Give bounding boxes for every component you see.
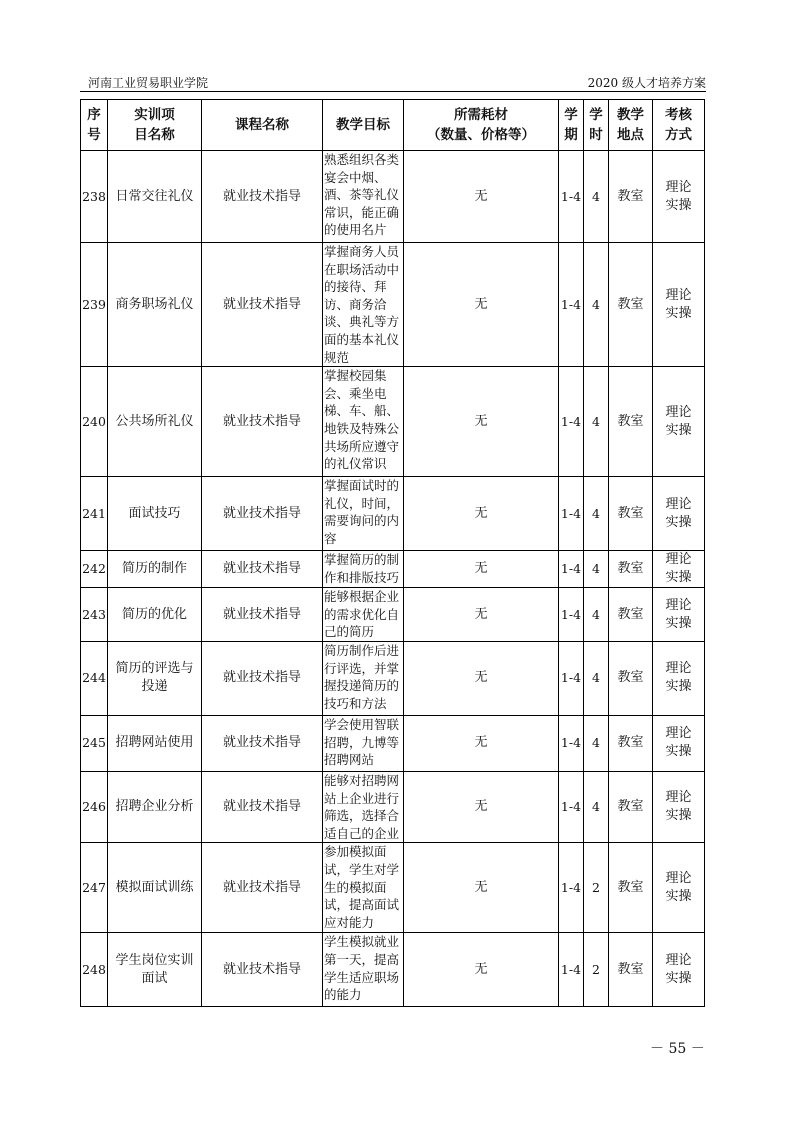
- location-cell: 教室: [609, 367, 653, 477]
- term-cell: 1-4: [559, 151, 584, 243]
- course-name-cell: 就业技术指导: [202, 243, 323, 367]
- table-header-row: [81, 100, 705, 151]
- teaching-goal-cell: 学会使用智联招聘，九博等招聘网站: [323, 715, 404, 771]
- table-body: [81, 151, 705, 1007]
- location-cell: 教室: [609, 933, 653, 1007]
- project-name-cell: 模拟面试训练: [108, 843, 202, 933]
- hours-cell: 4: [584, 151, 609, 243]
- header-rule: [80, 91, 706, 92]
- header-text: 序: [87, 107, 101, 123]
- teaching-goal-cell: 学生模拟就业第一天，提高学生适应职场的能力: [323, 933, 404, 1007]
- course-name-cell: 就业技术指导: [202, 933, 323, 1007]
- location-cell: 教室: [609, 715, 653, 771]
- hours-cell: 4: [584, 551, 609, 588]
- document-title: 2020 级人才培养方案: [587, 76, 706, 90]
- header-text: 学: [564, 107, 578, 123]
- assessment-text: 理论: [665, 496, 692, 512]
- assessment-text: 实操: [665, 570, 692, 586]
- term-cell: 1-4: [559, 933, 584, 1007]
- materials-cell: 无: [404, 477, 559, 551]
- assessment-cell: [653, 588, 705, 642]
- training-table: [80, 99, 705, 1007]
- assessment-text: 理论: [665, 597, 692, 613]
- assessment-text: 理论: [665, 870, 692, 886]
- table-row: [81, 151, 705, 243]
- hours-cell: 4: [584, 771, 609, 842]
- term-cell: 1-4: [559, 588, 584, 642]
- assessment-text: 理论: [665, 287, 692, 303]
- table-row: [81, 477, 705, 551]
- hours-cell: 4: [584, 641, 609, 715]
- project-name-cell: 面试技巧: [108, 477, 202, 551]
- assessment-text: 实操: [665, 422, 692, 438]
- row-number-cell: 246: [81, 771, 108, 842]
- teaching-goal-cell: 参加模拟面试，学生对学生的模拟面试，提高面试应对能力: [323, 843, 404, 933]
- col-no-header: [81, 100, 108, 151]
- col-hours-header: [584, 100, 609, 151]
- term-cell: 1-4: [559, 843, 584, 933]
- materials-cell: 无: [404, 641, 559, 715]
- course-name-cell: 就业技术指导: [202, 551, 323, 588]
- header-text: 所需耗材: [454, 107, 508, 123]
- teaching-goal-cell: 掌握面试时的礼仪，时间，需要询问的内容: [323, 477, 404, 551]
- materials-cell: 无: [404, 367, 559, 477]
- materials-cell: 无: [404, 151, 559, 243]
- course-name-cell: 就业技术指导: [202, 151, 323, 243]
- assessment-cell: [653, 151, 705, 243]
- location-cell: 教室: [609, 771, 653, 842]
- page-number: － 55 －: [650, 1041, 705, 1057]
- project-name-cell: 招聘企业分析: [108, 771, 202, 842]
- col-course-header: [202, 100, 323, 151]
- table-row: [81, 551, 705, 588]
- school-name: 河南工业贸易职业学院: [88, 76, 209, 90]
- header-text: 时: [589, 127, 603, 143]
- assessment-text: 理论: [665, 661, 692, 677]
- hours-cell: 2: [584, 843, 609, 933]
- assessment-text: 理论: [665, 404, 692, 420]
- row-number-cell: 248: [81, 933, 108, 1007]
- assessment-text: 实操: [665, 744, 692, 760]
- row-number-cell: 240: [81, 367, 108, 477]
- course-name-cell: 就业技术指导: [202, 715, 323, 771]
- teaching-goal-cell: 能够根据企业的需求优化自己的简历: [323, 588, 404, 642]
- course-name-cell: 就业技术指导: [202, 771, 323, 842]
- materials-cell: 无: [404, 933, 559, 1007]
- assessment-text: 实操: [665, 679, 692, 695]
- assessment-text: 实操: [665, 615, 692, 631]
- term-cell: 1-4: [559, 243, 584, 367]
- assessment-text: 理论: [665, 790, 692, 806]
- header-text: 教学目标: [336, 117, 390, 133]
- project-name-cell: 简历的制作: [108, 551, 202, 588]
- assessment-text: 实操: [665, 514, 692, 530]
- hours-cell: 4: [584, 715, 609, 771]
- term-cell: 1-4: [559, 551, 584, 588]
- table-row: [81, 367, 705, 477]
- col-place-header: [609, 100, 653, 151]
- location-cell: 教室: [609, 243, 653, 367]
- term-cell: 1-4: [559, 477, 584, 551]
- table-row: [81, 641, 705, 715]
- col-goal-header: [323, 100, 404, 151]
- header-text: （数量、价格等）: [427, 127, 535, 143]
- table-row: [81, 243, 705, 367]
- project-name-cell: 简历的优化: [108, 588, 202, 642]
- course-name-cell: 就业技术指导: [202, 843, 323, 933]
- assessment-text: 实操: [665, 305, 692, 321]
- hours-cell: 4: [584, 243, 609, 367]
- term-cell: 1-4: [559, 715, 584, 771]
- materials-cell: 无: [404, 551, 559, 588]
- teaching-goal-cell: 掌握校园集会、乘坐电梯、车、船、地铁及特殊公共场所应遵守的礼仪常识: [323, 367, 404, 477]
- location-cell: 教室: [609, 477, 653, 551]
- hours-cell: 2: [584, 933, 609, 1007]
- project-name-cell: 招聘网站使用: [108, 715, 202, 771]
- course-name-cell: 就业技术指导: [202, 588, 323, 642]
- teaching-goal-cell: 能够对招聘网站上企业进行筛选，选择合适自己的企业: [323, 771, 404, 842]
- row-number-cell: 247: [81, 843, 108, 933]
- table-row: [81, 771, 705, 842]
- assessment-cell: [653, 715, 705, 771]
- table-row: [81, 588, 705, 642]
- materials-cell: 无: [404, 843, 559, 933]
- materials-cell: 无: [404, 771, 559, 842]
- header-text: 考核: [665, 107, 692, 123]
- header-text: 号: [87, 127, 101, 143]
- assessment-cell: [653, 641, 705, 715]
- materials-cell: 无: [404, 588, 559, 642]
- table-row: [81, 843, 705, 933]
- location-cell: 教室: [609, 843, 653, 933]
- project-name-cell: 公共场所礼仪: [108, 367, 202, 477]
- assessment-text: 实操: [665, 888, 692, 904]
- term-cell: 1-4: [559, 367, 584, 477]
- header-text: 期: [564, 127, 578, 143]
- header-text: 方式: [665, 127, 692, 143]
- assessment-cell: [653, 933, 705, 1007]
- teaching-goal-cell: 掌握商务人员在职场活动中的接待、拜访、商务洽谈、典礼等方面的基本礼仪规范: [323, 243, 404, 367]
- location-cell: 教室: [609, 641, 653, 715]
- assessment-text: 实操: [665, 808, 692, 824]
- col-term-header: [559, 100, 584, 151]
- assessment-cell: [653, 771, 705, 842]
- col-materials-header: [404, 100, 559, 151]
- col-project-header: [108, 100, 202, 151]
- row-number-cell: 244: [81, 641, 108, 715]
- teaching-goal-cell: 熟悉组织各类宴会中烟、酒、茶等礼仪常识，能正确的使用名片: [323, 151, 404, 243]
- header-text: 地点: [617, 127, 644, 143]
- term-cell: 1-4: [559, 771, 584, 842]
- assessment-text: 实操: [665, 197, 692, 213]
- assessment-cell: [653, 477, 705, 551]
- materials-cell: 无: [404, 715, 559, 771]
- page-header: [80, 72, 706, 92]
- project-name-cell: 日常交往礼仪: [108, 151, 202, 243]
- header-text: 教学: [617, 107, 644, 123]
- course-name-cell: 就业技术指导: [202, 641, 323, 715]
- header-text: 课程名称: [235, 117, 289, 133]
- assessment-text: 理论: [665, 952, 692, 968]
- term-cell: 1-4: [559, 641, 584, 715]
- assessment-cell: [653, 551, 705, 588]
- location-cell: 教室: [609, 151, 653, 243]
- course-name-cell: 就业技术指导: [202, 477, 323, 551]
- row-number-cell: 242: [81, 551, 108, 588]
- location-cell: 教室: [609, 588, 653, 642]
- row-number-cell: 241: [81, 477, 108, 551]
- header-text: 学: [589, 107, 603, 123]
- table-row: [81, 715, 705, 771]
- row-number-cell: 245: [81, 715, 108, 771]
- col-assess-header: [653, 100, 705, 151]
- teaching-goal-cell: 掌握简历的制作和排版技巧: [323, 551, 404, 588]
- header-text: 目名称: [134, 127, 175, 143]
- assessment-cell: [653, 243, 705, 367]
- header-text: 实训项: [134, 107, 175, 123]
- assessment-cell: [653, 367, 705, 477]
- assessment-text: 理论: [665, 726, 692, 742]
- project-name-cell: 学生岗位实训面试: [108, 933, 202, 1007]
- hours-cell: 4: [584, 477, 609, 551]
- assessment-text: 理论: [665, 179, 692, 195]
- row-number-cell: 243: [81, 588, 108, 642]
- assessment-text: 实操: [665, 970, 692, 986]
- row-number-cell: 239: [81, 243, 108, 367]
- project-name-cell: 商务职场礼仪: [108, 243, 202, 367]
- assessment-cell: [653, 843, 705, 933]
- materials-cell: 无: [404, 243, 559, 367]
- row-number-cell: 238: [81, 151, 108, 243]
- assessment-text: 理论: [665, 552, 692, 568]
- course-name-cell: 就业技术指导: [202, 367, 323, 477]
- hours-cell: 4: [584, 588, 609, 642]
- location-cell: 教室: [609, 551, 653, 588]
- project-name-cell: 简历的评选与投递: [108, 641, 202, 715]
- hours-cell: 4: [584, 367, 609, 477]
- teaching-goal-cell: 简历制作后进行评选，并掌握投递简历的技巧和方法: [323, 641, 404, 715]
- table-row: [81, 933, 705, 1007]
